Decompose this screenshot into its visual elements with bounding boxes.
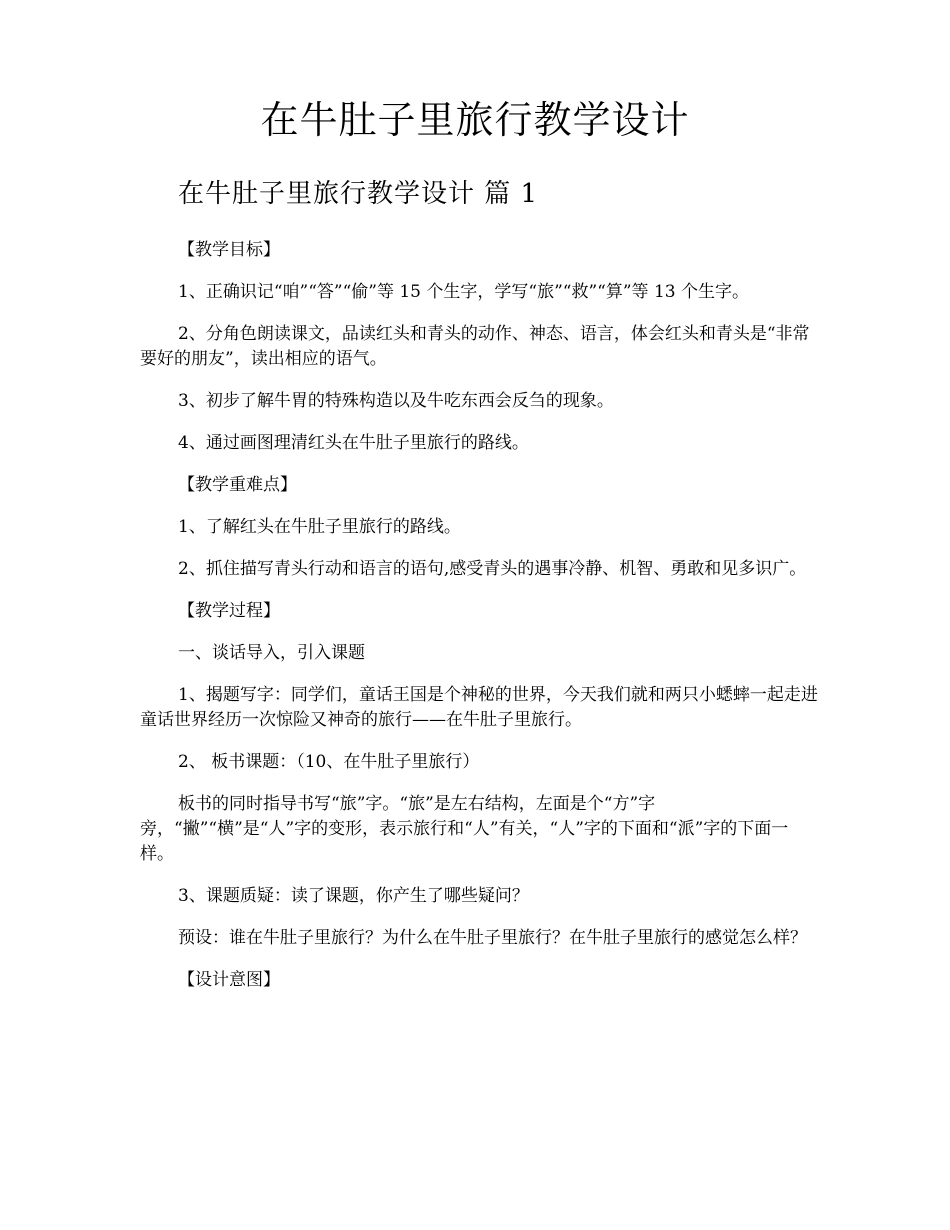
heading-teaching-process: 【教学过程】 bbox=[178, 601, 280, 621]
heading-key-points: 【教学重难点】 bbox=[178, 475, 297, 495]
heading-teaching-goals: 【教学目标】 bbox=[178, 240, 280, 260]
paragraph: 1、了解红头在牛肚子里旅行的路线。 bbox=[178, 517, 461, 537]
paragraph: 一、谈话导入，引入课题 bbox=[178, 643, 365, 663]
paragraph: 2、抓住描写青头行动和语言的语句,感受青头的遇事冷静、机智、勇敢和见多识广。 bbox=[178, 559, 807, 579]
paragraph: 3、课题质疑：读了课题，你产生了哪些疑问？ bbox=[178, 886, 529, 906]
heading-design-intent: 【设计意图】 bbox=[178, 970, 280, 990]
paragraph: 2、分角色朗读课文，品读红头和青头的动作、神态、语言，体会红头和青头是“非常要好的朋友”，读出相应的语气。 bbox=[140, 324, 810, 369]
document-title: 在牛肚子里旅行教学设计 bbox=[260, 98, 690, 142]
paragraph: 1、正确识记“咱”“答”“偷”等 15 个生字，学写“旅”“救”“算”等 13 个生字。 bbox=[178, 282, 749, 302]
document-body bbox=[140, 238, 820, 1010]
paragraph: 3、初步了解牛胃的特殊构造以及牛吃东西会反刍的现象。 bbox=[178, 391, 614, 411]
paragraph: 1、揭题写字：同学们，童话王国是个神秘的世界，今天我们就和两只小蟋蟀一起走进童话世界经历一次惊险又神奇的旅行——在牛肚子里旅行。 bbox=[140, 685, 818, 730]
paragraph: 2、 板书课题：（10、在牛肚子里旅行） bbox=[178, 752, 480, 772]
paragraph: 4、通过画图理清红头在牛肚子里旅行的路线。 bbox=[178, 433, 529, 453]
paragraph: 板书的同时指导书写“旅”字。“旅”是左右结构，左面是个“方”字旁，“撇”“横”是“人”字的变形，表示旅行和“人”有关，“人”字的下面和“派”字的下面一样。 bbox=[140, 794, 789, 864]
paragraph: 预设：谁在牛肚子里旅行？为什么在牛肚子里旅行？在牛肚子里旅行的感觉怎么样？ bbox=[178, 928, 807, 948]
section-title: 在牛肚子里旅行教学设计 篇 1 bbox=[178, 179, 539, 209]
